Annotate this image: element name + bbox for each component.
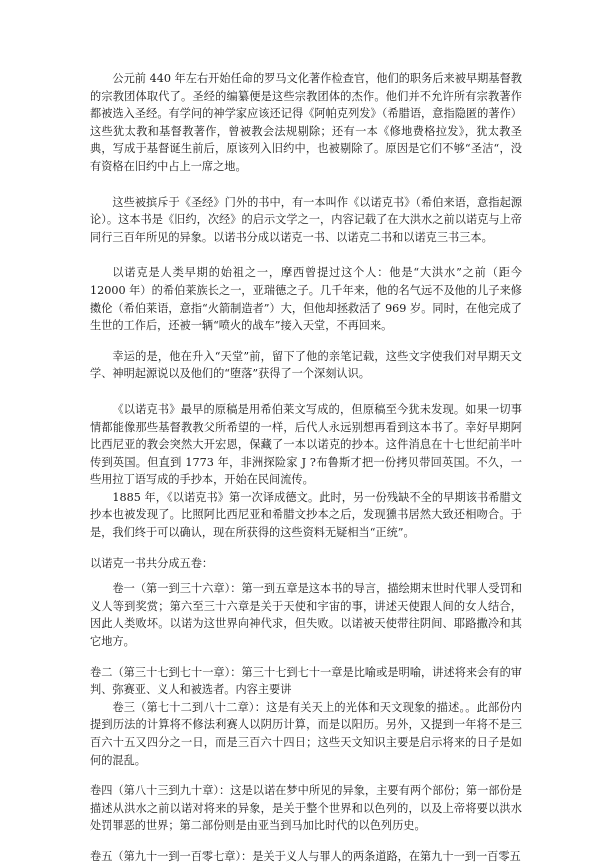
paragraph-enoch-records: 幸运的是，他在升入“天堂”前，留下了他的亲笔记载，这些文字使我们对早期天文学、神明起源说以及他们的“堕落”获得了一个深刻认识。 (90, 349, 522, 381)
paragraph-volume-five: 卷五（第九十一到一百零七章）：是关于义人与罪人的两条道路，在第九十一到一百零五 (90, 849, 521, 863)
paragraph-censorship: 公元前 440 年左右开始任命的罗马文化著作检查官，他们的职务后来被早期基督教的宗教团体取代了。圣经的编纂便是这些宗教团体的杰作。他们并不允许所有宗教著作都被选入圣经。有学问的神学家应该还记得《阿帕克列发》（希腊语，意指隐匿的著作）这些犹太教和基督教著作，曾被教会法规剔除；还有一本《修地费格拉发》，犹太教圣典，写成于基督诞生前后，原该列入旧约中，也被剔除了。原因是它们不够“圣洁“，没有资格在旧约中占上一席之地。 (90, 72, 522, 173)
paragraph-volume-four: 卷四（第八十三到九十章）：这是以诺在梦中所见的异象，主要有两个部份；第一部份是描述从洪水之前以诺对将来的异象，是关于整个世界和以色列的，以及上帝将要以洪水处罚罪恶的世界；第二部份则是由亚当到马加比时代的以色列历史。 (90, 784, 522, 833)
paragraph-enoch-patriarch: 以诺克是人类早期的始祖之一，摩西曾提过这个人：他是“大洪水”之前（距今 12000 年）的希伯莱族长之一，亚瑞德之子。几千年来，他的名气远不及他的儿子来修擞伦（希伯莱语，意指“火箭制造者”）大，但他却拯救活了 969 岁。同时，在他完成了生世的工作后，还被一辆“喷火的战车”接入天堂，不再回来。 (90, 266, 522, 333)
paragraph-volume-one: 卷一（第一到三十六章）：第一到五章是这本书的导言，描绘期末世时代罪人受罚和义人等到奖赏；第六至三十六章是关于天使和宇宙的事，讲述天使跟人间的女人结合，因此人类败坏。以诺为这世界向神代求，但失败。以诺被天使带往阴间、耶路撒冷和其它地方。 (90, 582, 522, 649)
paragraph-volume-two: 卷二（第三十七到七十一章）：第三十七到七十一章是比喻或是明喻，讲述将来会有的审判、弥赛亚、义人和被选者。内容主要讲 (90, 665, 522, 697)
paragraph-five-volumes: 以诺克一书共分成五卷： (90, 556, 214, 570)
document-page (90, 70, 522, 866)
paragraph-book-of-enoch-intro: 这些被摈斥于《圣经》门外的书中，有一本叫作《以诺克书》（希伯来语，意指起源论）。这本书是《旧约，次经》的启示文学之一，内容记载了在大洪水之前以诺克与上帝同行三百年所见的异象。以诺书分成以诺克一书、以诺克二书和以诺克三书三本。 (90, 195, 522, 244)
paragraph-manuscript-history: 《以诺克书》最早的原稿是用希伯莱文写成的，但原稿至今犹未发现。如果一切事情都能像那些基督教教父所希望的一样，后代人永远别想再看到这本书了。幸好早期阿比西尼亚的教会突然大开宏恩，保藏了一本以诺克的抄本。这件消息在十七世纪前半叶传到英国。但直到 1773 年，非洲探险家 J ?布鲁斯才把一份拷贝带回英国。不久，一些用拉丁语写成的手抄本，开始在民间流传。 (90, 402, 522, 487)
paragraph-german-translation: 1885 年，《以诺克书》第一次译成德文。此时，另一份残缺不全的早期该书希腊文抄本也被发现了。比照阿比西尼亚和希腊文抄本之后，发现獯书居然大致还相吻合。于是，我们终于可以确认，现在所获得的这些资料无疑相当“正统”。 (90, 490, 522, 540)
paragraph-volume-three: 卷三（第七十二到八十二章）：这是有关天上的光体和天文现象的描述。。此部份内提到历法的计算将不修法利赛人以阴历计算，而是以阳历。另外，又提到一年将不是三百六十五又四分之一日，而是三百六十四日；这些天文知识主要是启示将来的日子是如何的混乱。 (90, 700, 522, 767)
